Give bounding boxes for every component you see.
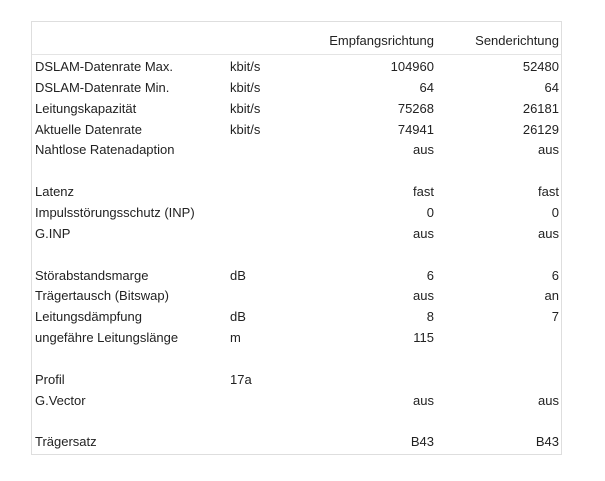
row-downstream-value: 6: [426, 267, 434, 283]
row-downstream-value: 8: [426, 309, 434, 325]
table-row: [32, 390, 561, 411]
row-unit: kbit/s: [230, 79, 261, 95]
row-downstream-value: fast: [413, 184, 434, 200]
row-label: Trägersatz: [35, 434, 97, 450]
table-row: [32, 369, 561, 390]
header-upstream: Senderichtung: [475, 33, 559, 48]
table-row: [32, 348, 561, 369]
row-upstream-value: aus: [538, 142, 559, 158]
row-unit: dB: [230, 267, 246, 283]
row-label: G.Vector: [35, 392, 86, 408]
row-label: Nahtlose Ratenadaption: [35, 142, 175, 158]
row-upstream-value: 7: [551, 309, 559, 325]
table-row: [32, 139, 561, 160]
row-downstream-value: 64: [419, 79, 434, 95]
table-row: [32, 223, 561, 244]
table-row: [32, 411, 561, 432]
table-row: [32, 244, 561, 265]
table-row: [32, 181, 561, 202]
table-row: [32, 77, 561, 98]
row-label: Profil: [35, 371, 65, 387]
row-downstream-value: 115: [413, 330, 434, 346]
header-downstream: Empfangsrichtung: [329, 33, 434, 48]
row-downstream-value: aus: [413, 392, 434, 408]
row-downstream-value: 75268: [397, 100, 434, 116]
row-upstream-value: 0: [551, 205, 559, 220]
table-row: [32, 431, 561, 452]
row-label: Leitungsdämpfung: [35, 309, 142, 325]
table-row: [32, 285, 561, 306]
row-label: Latenz: [35, 184, 75, 200]
row-label: DSLAM-Datenrate Max.: [35, 59, 173, 74]
table-row: [32, 98, 561, 119]
row-unit: kbit/s: [230, 100, 261, 116]
row-upstream-value: 64: [544, 79, 559, 95]
table-row: [32, 202, 561, 223]
row-unit: dB: [230, 309, 246, 325]
row-label: Störabstandsmarge: [35, 267, 149, 283]
row-upstream-value: 6: [551, 267, 559, 283]
row-label: Trägertausch (Bitswap): [35, 288, 169, 304]
row-downstream-value: 104960: [390, 59, 434, 74]
row-upstream-value: an: [544, 288, 559, 304]
row-upstream-value: aus: [538, 392, 559, 408]
table-row: [32, 160, 561, 181]
row-label: ungefähre Leitungslänge: [35, 330, 179, 346]
row-unit: kbit/s: [230, 121, 261, 137]
row-upstream-value: B43: [535, 434, 559, 450]
row-upstream-value: fast: [538, 184, 559, 200]
row-downstream-value: 74941: [397, 121, 434, 137]
row-downstream-value: 0: [426, 205, 434, 220]
table-row: [32, 265, 561, 286]
row-label: G.INP: [35, 225, 71, 241]
row-label: Impulsstörungsschutz (INP): [35, 205, 195, 220]
table-row: [32, 56, 561, 77]
row-downstream-value: B43: [410, 434, 434, 450]
row-label: Leitungskapazität: [35, 100, 137, 116]
row-upstream-value: 26129: [522, 121, 559, 137]
row-unit: kbit/s: [230, 59, 261, 74]
row-downstream-value: aus: [413, 142, 434, 158]
row-upstream-value: 52480: [522, 59, 559, 74]
table-row: [32, 327, 561, 348]
table-header: [32, 22, 561, 55]
table-row: [32, 306, 561, 327]
row-unit: m: [230, 330, 241, 346]
table-row: [32, 119, 561, 140]
row-upstream-value: aus: [538, 225, 559, 241]
row-unit: 17a: [230, 371, 252, 387]
row-upstream-value: 26181: [522, 100, 559, 116]
row-downstream-value: aus: [413, 225, 434, 241]
row-downstream-value: aus: [413, 288, 434, 304]
row-label: DSLAM-Datenrate Min.: [35, 79, 170, 95]
row-label: Aktuelle Datenrate: [35, 121, 142, 137]
dsl-info-table: [31, 21, 562, 455]
